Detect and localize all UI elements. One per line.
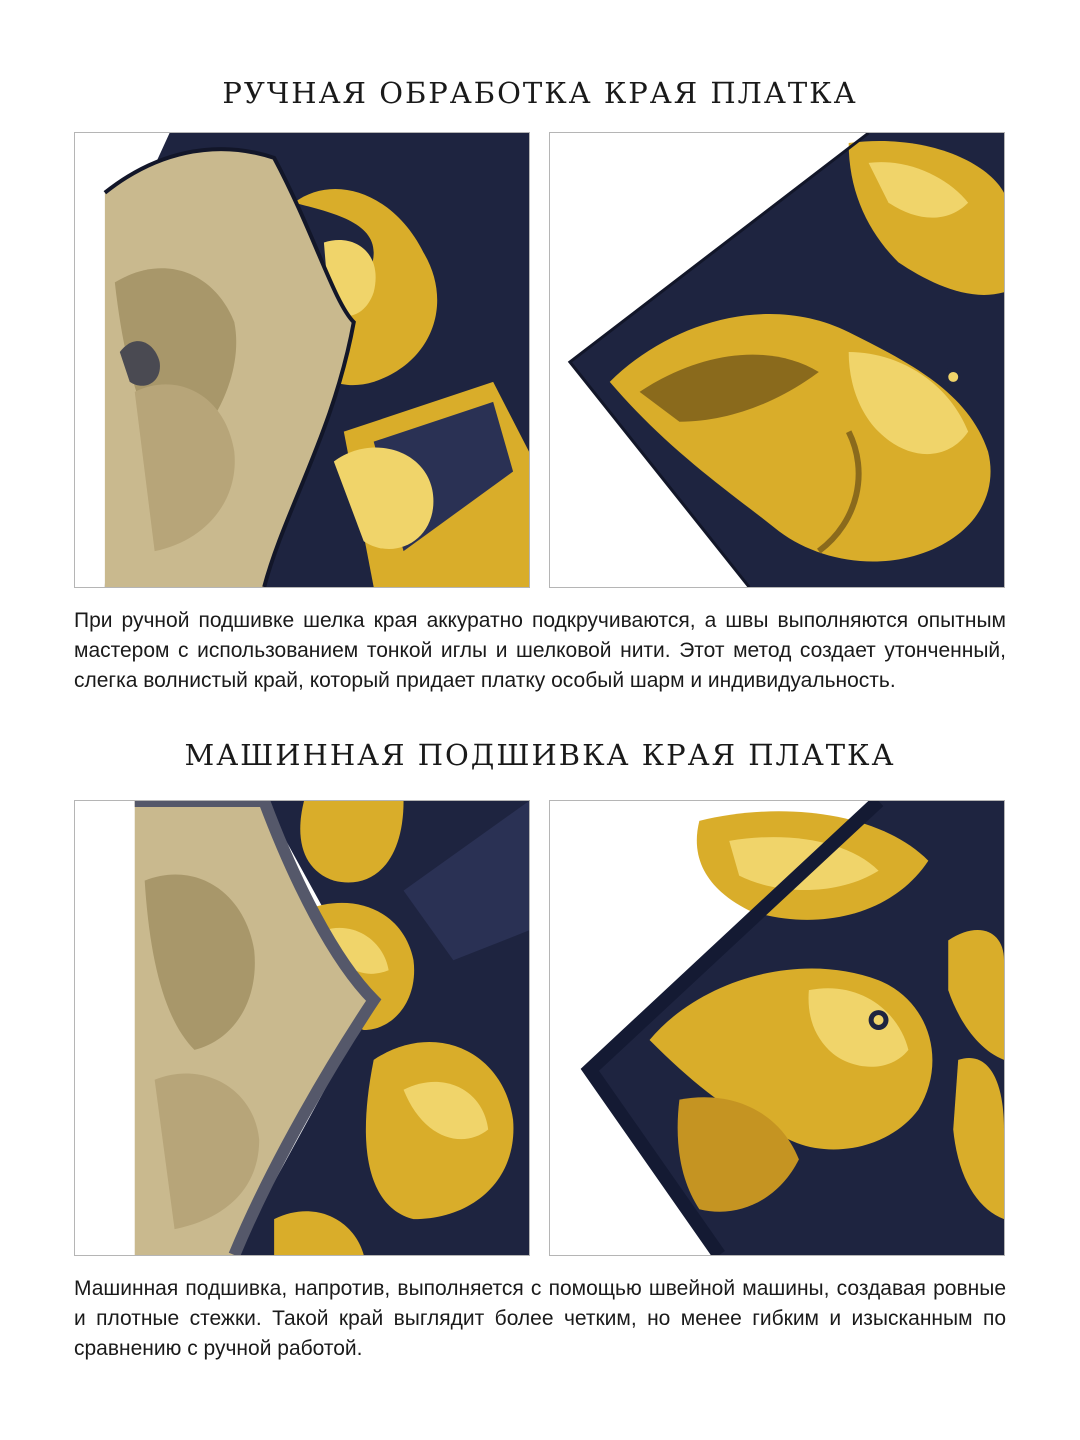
- photo-machine-hem-folded-corner: [74, 800, 530, 1256]
- photo-hand-hem-folded-corner: [74, 132, 530, 588]
- hand-hem-description: При ручной подшивке шелка края аккуратно подкручиваются, а швы выполняются опытным мастером с использованием тонкой иглы и шелковой нити. Этот метод создает утонченный, слегка волнистый край, который придает платку особый шарм и индивидуальность.: [74, 609, 1006, 692]
- section-title-machine-hem: МАШИННАЯ ПОДШИВКА КРАЯ ПЛАТКА: [184, 738, 896, 772]
- machine-hem-description: Машинная подшивка, напротив, выполняется с помощью швейной машины, создавая ровные и плотные стежки. Такой край выглядит более четким, но менее гибким и изысканным по сравнению с ручной работой.: [74, 1277, 1006, 1360]
- section-title-hand-hem: РУЧНАЯ ОБРАБОТКА КРАЯ ПЛАТКА: [222, 76, 858, 110]
- photo-machine-hem-corner: [549, 800, 1005, 1256]
- photo-hand-hem-corner: [549, 132, 1005, 588]
